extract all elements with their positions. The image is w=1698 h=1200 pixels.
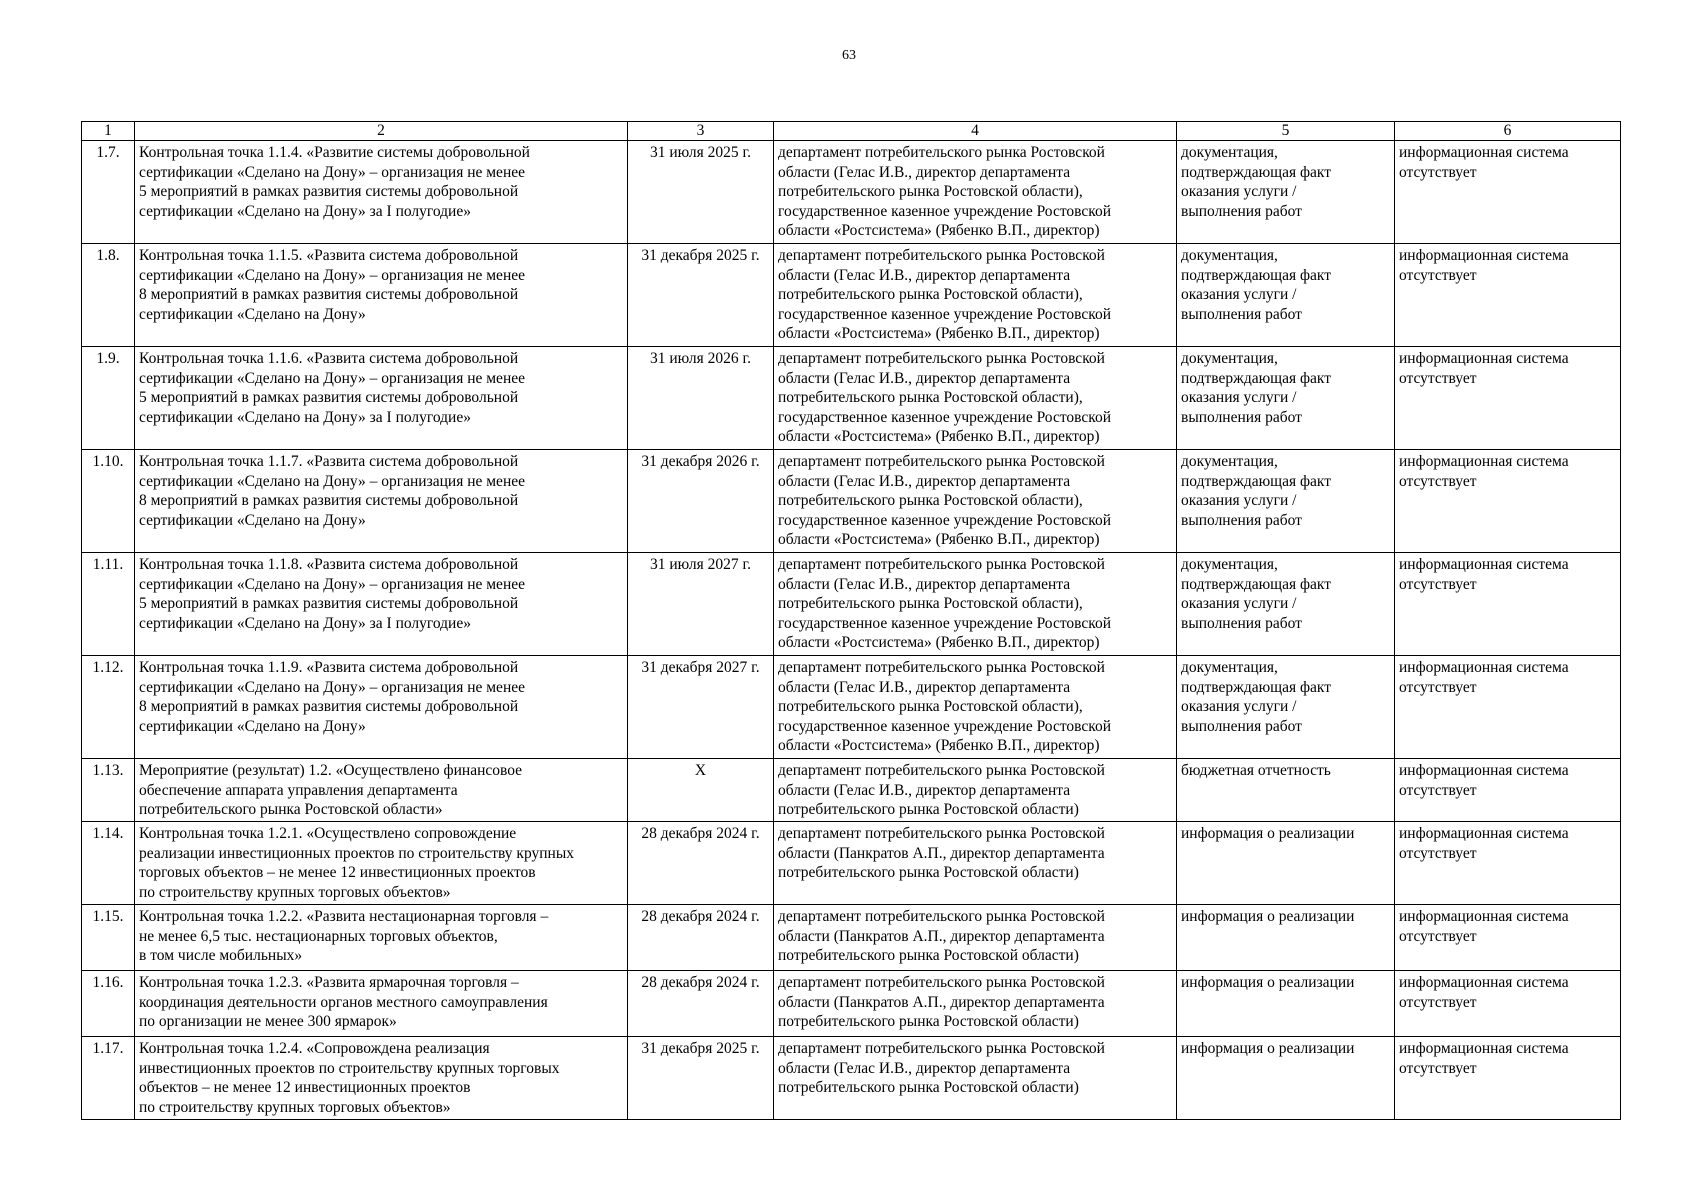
table-row bbox=[82, 656, 1621, 759]
row-name: Мероприятие (результат) 1.2. «Осуществлено финансовое обеспечение аппарата управления департамента потребительского рынка Ростовской области» bbox=[135, 759, 628, 822]
row-responsible: департамент потребительского рынка Ростовской области (Панкратов А.П., директор департамента потребительского рынка Ростовской области) bbox=[774, 971, 1177, 1037]
row-system: информационная система отсутствует bbox=[1395, 244, 1621, 347]
row-document: информация о реализации bbox=[1177, 905, 1395, 971]
row-name: Контрольная точка 1.1.8. «Развита система добровольной сертификации «Сделано на Дону» – организация не менее 5 мероприятий в рамках развития системы добровольной сертификации «Сделано на Дону» за I полугодие» bbox=[135, 553, 628, 656]
header-col-1: 1 bbox=[82, 122, 135, 141]
table-row bbox=[82, 759, 1621, 822]
header-col-3: 3 bbox=[628, 122, 774, 141]
row-number: 1.17. bbox=[82, 1037, 135, 1120]
row-responsible: департамент потребительского рынка Ростовской области (Гелас И.В., директор департамента потребительского рынка Ростовской области), государственное казенное учреждение Ростовской области «Ростсистема» (Рябенко В.П., директор) bbox=[774, 347, 1177, 450]
row-responsible: департамент потребительского рынка Ростовской области (Гелас И.В., директор департамента потребительского рынка Ростовской области), государственное казенное учреждение Ростовской области «Ростсистема» (Рябенко В.П., директор) bbox=[774, 244, 1177, 347]
table-header-row bbox=[82, 122, 1621, 141]
row-date: 31 июля 2027 г. bbox=[628, 553, 774, 656]
header-col-6: 6 bbox=[1395, 122, 1621, 141]
row-responsible: департамент потребительского рынка Ростовской области (Гелас И.В., директор департамента потребительского рынка Ростовской области), государственное казенное учреждение Ростовской области «Ростсистема» (Рябенко В.П., директор) bbox=[774, 141, 1177, 244]
row-number: 1.15. bbox=[82, 905, 135, 971]
table-row bbox=[82, 905, 1621, 971]
row-number: 1.14. bbox=[82, 822, 135, 905]
table-row bbox=[82, 971, 1621, 1037]
row-responsible: департамент потребительского рынка Ростовской области (Панкратов А.П., директор департамента потребительского рынка Ростовской области) bbox=[774, 822, 1177, 905]
row-document: документация, подтверждающая факт оказания услуги / выполнения работ bbox=[1177, 450, 1395, 553]
row-system: информационная система отсутствует bbox=[1395, 822, 1621, 905]
row-document: документация, подтверждающая факт оказания услуги / выполнения работ bbox=[1177, 553, 1395, 656]
row-system: информационная система отсутствует bbox=[1395, 347, 1621, 450]
row-date: 28 декабря 2024 г. bbox=[628, 905, 774, 971]
row-document: документация, подтверждающая факт оказания услуги / выполнения работ bbox=[1177, 244, 1395, 347]
header-col-4: 4 bbox=[774, 122, 1177, 141]
table-row bbox=[82, 450, 1621, 553]
table-row bbox=[82, 347, 1621, 450]
row-number: 1.12. bbox=[82, 656, 135, 759]
row-document: информация о реализации bbox=[1177, 822, 1395, 905]
table-row bbox=[82, 553, 1621, 656]
row-system: информационная система отсутствует bbox=[1395, 905, 1621, 971]
row-date: Х bbox=[628, 759, 774, 822]
row-name: Контрольная точка 1.1.7. «Развита система добровольной сертификации «Сделано на Дону» – организация не менее 8 мероприятий в рамках развития системы добровольной сертификации «Сделано на Дону» bbox=[135, 450, 628, 553]
row-number: 1.9. bbox=[82, 347, 135, 450]
row-document: информация о реализации bbox=[1177, 971, 1395, 1037]
row-system: информационная система отсутствует bbox=[1395, 141, 1621, 244]
row-system: информационная система отсутствует bbox=[1395, 971, 1621, 1037]
row-name: Контрольная точка 1.1.6. «Развита система добровольной сертификации «Сделано на Дону» – организация не менее 5 мероприятий в рамках развития системы добровольной сертификации «Сделано на Дону» за I полугодие» bbox=[135, 347, 628, 450]
row-name: Контрольная точка 1.2.1. «Осуществлено сопровождение реализации инвестиционных проектов по строительству крупных торговых объектов – не менее 12 инвестиционных проектов по строительству крупных торговых объектов» bbox=[135, 822, 628, 905]
row-number: 1.8. bbox=[82, 244, 135, 347]
row-system: информационная система отсутствует bbox=[1395, 1037, 1621, 1120]
row-name: Контрольная точка 1.1.9. «Развита система добровольной сертификации «Сделано на Дону» – организация не менее 8 мероприятий в рамках развития системы добровольной сертификации «Сделано на Дону» bbox=[135, 656, 628, 759]
row-system: информационная система отсутствует bbox=[1395, 450, 1621, 553]
row-document: документация, подтверждающая факт оказания услуги / выполнения работ bbox=[1177, 656, 1395, 759]
header-col-2: 2 bbox=[135, 122, 628, 141]
table-row bbox=[82, 1037, 1621, 1120]
row-date: 28 декабря 2024 г. bbox=[628, 822, 774, 905]
table-row bbox=[82, 244, 1621, 347]
row-responsible: департамент потребительского рынка Ростовской области (Панкратов А.П., директор департамента потребительского рынка Ростовской области) bbox=[774, 905, 1177, 971]
row-responsible: департамент потребительского рынка Ростовской области (Гелас И.В., директор департамента потребительского рынка Ростовской области) bbox=[774, 759, 1177, 822]
row-name: Контрольная точка 1.2.3. «Развита ярмарочная торговля – координация деятельности органов местного самоуправления по организации не менее 300 ярмарок» bbox=[135, 971, 628, 1037]
header-col-5: 5 bbox=[1177, 122, 1395, 141]
row-system: информационная система отсутствует bbox=[1395, 553, 1621, 656]
row-name: Контрольная точка 1.2.2. «Развита нестационарная торговля – не менее 6,5 тыс. нестационарных торговых объектов, в том числе мобильных» bbox=[135, 905, 628, 971]
row-system: информационная система отсутствует bbox=[1395, 656, 1621, 759]
row-name: Контрольная точка 1.1.4. «Развитие системы добровольной сертификации «Сделано на Дону» – организация не менее 5 мероприятий в рамках развития системы добровольной сертификации «Сделано на Дону» за I полугодие» bbox=[135, 141, 628, 244]
row-name: Контрольная точка 1.1.5. «Развита система добровольной сертификации «Сделано на Дону» – организация не менее 8 мероприятий в рамках развития системы добровольной сертификации «Сделано на Дону» bbox=[135, 244, 628, 347]
row-responsible: департамент потребительского рынка Ростовской области (Гелас И.В., директор департамента потребительского рынка Ростовской области), государственное казенное учреждение Ростовской области «Ростсистема» (Рябенко В.П., директор) bbox=[774, 450, 1177, 553]
table-row bbox=[82, 822, 1621, 905]
row-system: информационная система отсутствует bbox=[1395, 759, 1621, 822]
row-date: 31 июля 2025 г. bbox=[628, 141, 774, 244]
row-name: Контрольная точка 1.2.4. «Сопровождена реализация инвестиционных проектов по строительству крупных торговых объектов – не менее 12 инвестиционных проектов по строительству крупных торговых объектов» bbox=[135, 1037, 628, 1120]
row-responsible: департамент потребительского рынка Ростовской области (Гелас И.В., директор департамента потребительского рынка Ростовской области), государственное казенное учреждение Ростовской области «Ростсистема» (Рябенко В.П., директор) bbox=[774, 553, 1177, 656]
row-document: информация о реализации bbox=[1177, 1037, 1395, 1120]
row-document: документация, подтверждающая факт оказания услуги / выполнения работ bbox=[1177, 347, 1395, 450]
row-responsible: департамент потребительского рынка Ростовской области (Гелас И.В., директор департамента потребительского рынка Ростовской области) bbox=[774, 1037, 1177, 1120]
row-date: 28 декабря 2024 г. bbox=[628, 971, 774, 1037]
row-date: 31 декабря 2025 г. bbox=[628, 1037, 774, 1120]
row-document: документация, подтверждающая факт оказания услуги / выполнения работ bbox=[1177, 141, 1395, 244]
row-number: 1.11. bbox=[82, 553, 135, 656]
row-number: 1.13. bbox=[82, 759, 135, 822]
row-date: 31 декабря 2027 г. bbox=[628, 656, 774, 759]
row-number: 1.16. bbox=[82, 971, 135, 1037]
row-document: бюджетная отчетность bbox=[1177, 759, 1395, 822]
row-number: 1.7. bbox=[82, 141, 135, 244]
row-responsible: департамент потребительского рынка Ростовской области (Гелас И.В., директор департамента потребительского рынка Ростовской области), государственное казенное учреждение Ростовской области «Ростсистема» (Рябенко В.П., директор) bbox=[774, 656, 1177, 759]
row-date: 31 декабря 2026 г. bbox=[628, 450, 774, 553]
row-date: 31 июля 2026 г. bbox=[628, 347, 774, 450]
page-number: 63 bbox=[842, 48, 856, 63]
control-points-table bbox=[81, 121, 1621, 1120]
row-number: 1.10. bbox=[82, 450, 135, 553]
table-row bbox=[82, 141, 1621, 244]
row-date: 31 декабря 2025 г. bbox=[628, 244, 774, 347]
